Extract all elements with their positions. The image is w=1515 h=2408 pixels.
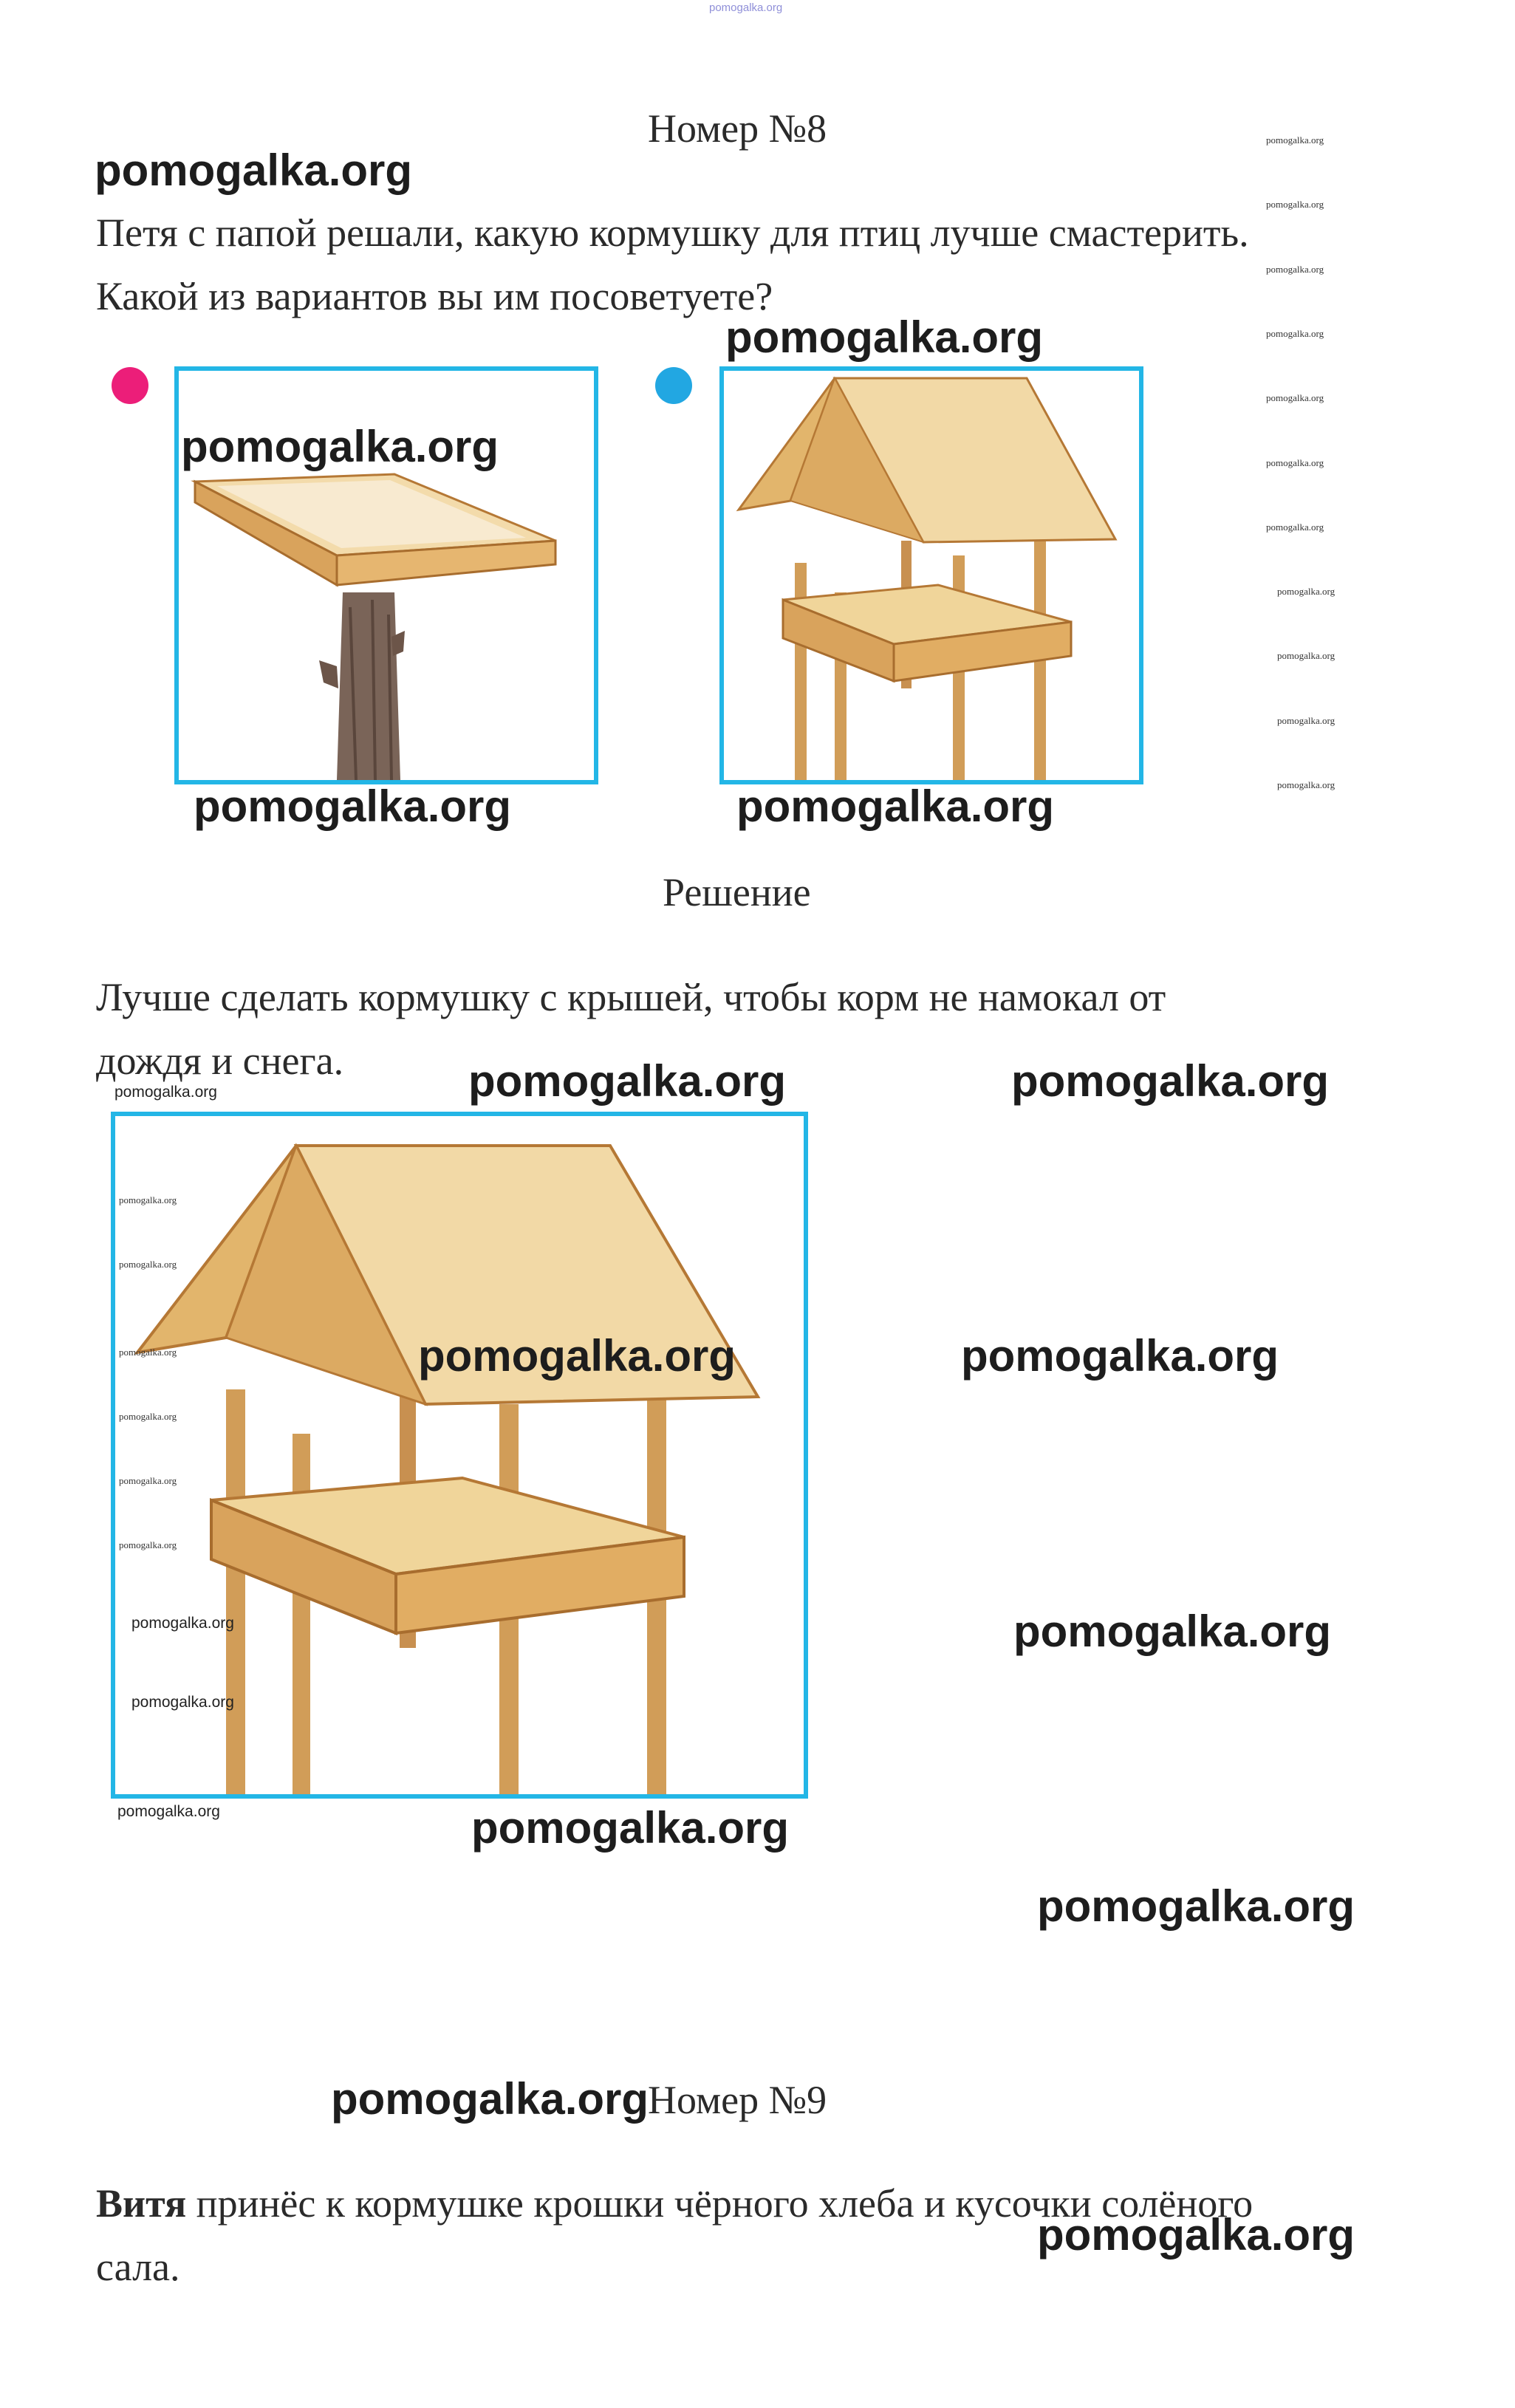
watermark: pomogalka.org [418,1331,736,1381]
watermark-small: pomogalka.org [1277,715,1336,726]
watermark: pomogalka.org [331,2074,649,2124]
watermark-small: pomogalka.org [119,1411,177,1422]
task-9-question-line-1-rest: принёс к кормушке крошки чёрного хлеба и кусочки солёного [186,2181,1254,2226]
answer-line-1: Лучше сделать кормушку с крышей, чтобы корм не намокал от [96,975,1166,1019]
watermark-small: pomogalka.org [1266,328,1324,339]
site-header-watermark: pomogalka.org [709,1,783,14]
watermark-small: pomogalka.org [119,1347,177,1358]
watermark-small: pomogalka.org [119,1475,177,1486]
option-marker-blue [655,367,692,404]
watermark-small: pomogalka.org [119,1259,177,1270]
watermark-small: pomogalka.org [1277,650,1336,661]
task-9-question-line-2: сала. [96,2245,180,2289]
task-8-question-line-1: Петя с папой решали, какую кормушку для птиц лучше смастерить. [96,211,1249,255]
task-9-name: Витя [96,2181,187,2226]
watermark-small: pomogalka.org [119,1194,177,1205]
watermark-small: pomogalka.org [1277,779,1336,790]
option-marker-pink [112,367,148,404]
watermark: pomogalka.org [736,781,1055,831]
watermark-small: pomogalka.org [1266,264,1324,275]
watermark-small: pomogalka.org [1266,392,1324,403]
task-8-question-line-2: Какой из вариантов вы им посоветуете? [96,274,773,318]
watermark-medium: pomogalka.org [131,1694,234,1711]
watermark: pomogalka.org [1013,1607,1332,1656]
watermark-small: pomogalka.org [1277,586,1336,597]
answer-line-2: дождя и снега. [96,1039,344,1083]
watermark-small: pomogalka.org [1266,199,1324,210]
answer-roof-feeder-drawing [115,1116,804,1794]
feeder-option-roof-image [719,366,1143,784]
task-9-title: Номер №9 [648,2078,827,2122]
watermark-medium: pomogalka.org [114,1084,217,1101]
watermark: pomogalka.org [1037,1881,1355,1931]
watermark-small: pomogalka.org [1266,134,1324,146]
watermark-small: pomogalka.org [119,1539,177,1550]
watermark: pomogalka.org [725,312,1044,362]
watermark: pomogalka.org [1037,2210,1355,2260]
watermark-medium: pomogalka.org [131,1615,234,1632]
watermark: pomogalka.org [95,146,413,195]
solution-title: Решение [663,870,811,914]
roof-feeder-drawing [724,371,1139,780]
task-8-title: Номер №8 [648,106,827,151]
watermark: pomogalka.org [1011,1056,1330,1106]
watermark-medium: pomogalka.org [117,1803,220,1820]
watermark: pomogalka.org [194,781,512,831]
watermark-small: pomogalka.org [1266,521,1324,533]
watermark: pomogalka.org [181,422,499,471]
watermark-small: pomogalka.org [1266,457,1324,468]
watermark: pomogalka.org [468,1056,787,1106]
watermark: pomogalka.org [961,1331,1279,1381]
watermark: pomogalka.org [471,1803,790,1853]
